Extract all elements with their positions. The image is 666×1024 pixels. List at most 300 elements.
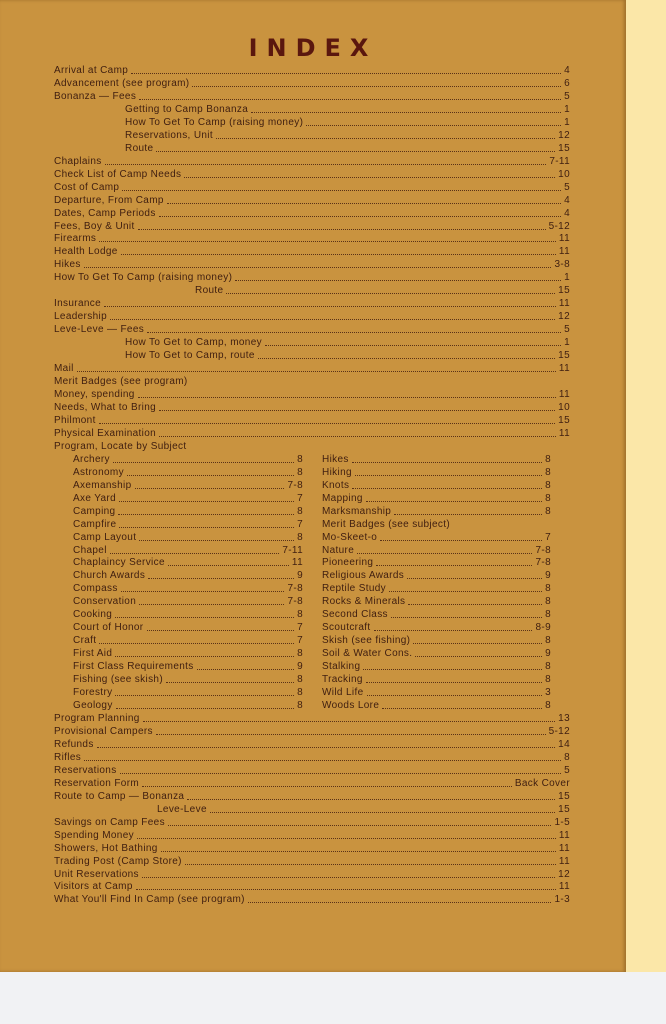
dot-leader bbox=[147, 629, 295, 631]
dot-leader bbox=[415, 655, 542, 657]
entry-page-number: 6 bbox=[564, 77, 570, 89]
entry-label: Fees, Boy & Unit bbox=[54, 220, 135, 232]
entry-label: Savings on Camp Fees bbox=[54, 816, 165, 828]
entry-label: How To Get to Camp, route bbox=[125, 350, 255, 362]
entry-page-number: 1-3 bbox=[554, 894, 570, 906]
dot-leader bbox=[382, 707, 542, 709]
program-subject-right bbox=[322, 608, 551, 621]
entry-label: Astronomy bbox=[73, 466, 124, 478]
entry-label: Visitors at Camp bbox=[54, 881, 133, 893]
entry-label: Route bbox=[125, 142, 154, 154]
program-subject-left bbox=[73, 505, 303, 518]
index-entry bbox=[54, 258, 570, 271]
entry-label: Leve-Leve — Fees bbox=[54, 324, 145, 336]
entry-label: Chaplains bbox=[54, 155, 102, 167]
program-subject-left bbox=[73, 556, 303, 569]
index-entry bbox=[54, 829, 570, 842]
adjacent-page-edge bbox=[626, 0, 666, 972]
dot-leader bbox=[367, 694, 543, 696]
dot-leader bbox=[366, 500, 542, 502]
entry-label: Camping bbox=[73, 505, 116, 517]
dot-leader bbox=[394, 513, 542, 515]
entry-page-number: 8 bbox=[297, 687, 303, 699]
entry-page-number: 7 bbox=[297, 622, 303, 634]
dot-leader bbox=[121, 590, 285, 592]
index-entry bbox=[125, 129, 570, 142]
entry-label: Route to Camp — Bonanza bbox=[54, 790, 185, 802]
dot-leader bbox=[166, 681, 294, 683]
dot-leader bbox=[110, 318, 555, 320]
entry-page-number: 5 bbox=[564, 181, 570, 193]
entry-label: Provisional Campers bbox=[54, 725, 153, 737]
dot-leader bbox=[104, 305, 556, 307]
program-subject-left bbox=[73, 621, 303, 634]
entry-page-number: 1 bbox=[564, 116, 570, 128]
dot-leader bbox=[161, 850, 556, 852]
program-subject-right bbox=[322, 453, 551, 466]
index-entry bbox=[54, 738, 570, 751]
program-subject-left bbox=[73, 492, 303, 505]
program-subject-right bbox=[322, 673, 551, 686]
entry-page-number: 8 bbox=[545, 492, 551, 504]
entry-label: Wild Life bbox=[322, 687, 364, 699]
index-entry bbox=[54, 155, 570, 168]
entry-page-number: 15 bbox=[558, 350, 570, 362]
entry-page-number: 4 bbox=[564, 194, 570, 206]
entry-label: Fishing (see skish) bbox=[73, 674, 164, 686]
entry-label: Unit Reservations bbox=[54, 868, 139, 880]
index-entry bbox=[54, 388, 570, 401]
program-subject-left bbox=[73, 479, 303, 492]
dot-leader bbox=[355, 474, 542, 476]
dot-leader bbox=[138, 228, 546, 230]
entry-page-number: 11 bbox=[558, 298, 570, 310]
entry-label: Check List of Camp Needs bbox=[54, 168, 182, 180]
program-subject-left bbox=[73, 569, 303, 582]
dot-leader bbox=[413, 642, 542, 644]
dot-leader bbox=[265, 344, 561, 346]
entry-page-number: 12 bbox=[558, 868, 570, 880]
dot-leader bbox=[168, 564, 289, 566]
dot-leader bbox=[139, 539, 294, 541]
program-subject-right bbox=[322, 699, 551, 712]
entry-label: Needs, What to Bring bbox=[54, 401, 157, 413]
dot-leader bbox=[226, 292, 555, 294]
index-entry bbox=[54, 90, 570, 103]
dot-leader bbox=[167, 202, 561, 204]
entry-page-number: 8 bbox=[545, 635, 551, 647]
program-subject-right bbox=[322, 505, 551, 518]
dot-leader bbox=[258, 357, 555, 359]
entry-page-number: 3 bbox=[545, 687, 551, 699]
entry-page-number: 11 bbox=[558, 389, 570, 400]
dot-leader bbox=[366, 681, 542, 683]
index-entry bbox=[54, 232, 570, 245]
program-subject-right bbox=[322, 518, 551, 531]
program-subject-left bbox=[73, 531, 303, 544]
index-entry bbox=[195, 284, 570, 297]
entry-label: Reptile Study bbox=[322, 583, 387, 595]
entry-page-number: 8 bbox=[297, 453, 303, 465]
entry-label: Merit Badges (see program) bbox=[54, 376, 188, 388]
entry-page-number: 4 bbox=[564, 207, 570, 219]
program-subject-right bbox=[322, 660, 551, 673]
entry-label: Money, spending bbox=[54, 389, 135, 400]
dot-leader bbox=[148, 577, 294, 579]
entry-label: Skish (see fishing) bbox=[322, 635, 411, 647]
program-subject-right bbox=[322, 595, 551, 608]
entry-page-number: 8 bbox=[297, 674, 303, 686]
entry-label: Cooking bbox=[73, 609, 113, 621]
program-subject-left bbox=[73, 453, 303, 466]
program-subject-left bbox=[73, 608, 303, 621]
dot-leader bbox=[142, 876, 555, 878]
dot-leader bbox=[374, 629, 533, 631]
entry-page-number: 1 bbox=[564, 272, 570, 284]
entry-label: Dates, Camp Periods bbox=[54, 207, 156, 219]
entry-page-number: 11 bbox=[558, 881, 570, 893]
dot-leader bbox=[127, 474, 294, 476]
entry-page-number: 8 bbox=[545, 661, 551, 673]
entry-page-number: 13 bbox=[558, 713, 570, 724]
entry-page-number: 8 bbox=[297, 609, 303, 621]
entry-page-number: 7 bbox=[297, 518, 303, 530]
dot-leader bbox=[110, 552, 280, 554]
dot-leader bbox=[216, 137, 555, 139]
entry-label: Axemanship bbox=[73, 479, 132, 491]
dot-leader bbox=[159, 409, 555, 411]
program-subject-right bbox=[322, 556, 551, 569]
program-subject-right bbox=[322, 621, 551, 634]
entry-page-number: 8 bbox=[297, 531, 303, 543]
dot-leader bbox=[159, 215, 561, 217]
index-entry bbox=[54, 880, 570, 893]
dot-leader bbox=[352, 461, 542, 463]
dot-leader bbox=[121, 253, 556, 255]
entry-page-number: 11 bbox=[558, 829, 570, 841]
entry-page-number: 8 bbox=[545, 479, 551, 491]
index-entry bbox=[54, 168, 570, 181]
dot-leader bbox=[142, 785, 512, 787]
entry-page-number: 8 bbox=[545, 583, 551, 595]
entry-page-number: 4 bbox=[564, 65, 570, 76]
entry-label: Campfire bbox=[73, 518, 117, 530]
index-entry bbox=[54, 868, 570, 881]
dot-leader bbox=[137, 837, 556, 839]
entry-label: Trading Post (Camp Store) bbox=[54, 855, 182, 867]
index-entry bbox=[54, 194, 570, 207]
entry-page-number: 8 bbox=[297, 505, 303, 517]
dot-leader bbox=[210, 811, 555, 813]
entry-label: Reservation Form bbox=[54, 777, 140, 789]
entry-label: Marksmanship bbox=[322, 505, 392, 517]
entry-page-number: 8 bbox=[297, 700, 303, 712]
entry-label: Pioneering bbox=[322, 557, 374, 569]
index-entry bbox=[54, 725, 570, 738]
entry-label: Merit Badges (see subject) bbox=[322, 518, 451, 530]
index-entry bbox=[54, 362, 570, 375]
entry-label: Hikes bbox=[322, 453, 349, 465]
dot-leader bbox=[156, 733, 546, 735]
dot-leader bbox=[138, 396, 556, 398]
index-entry bbox=[54, 207, 570, 220]
entry-page-number: 9 bbox=[297, 661, 303, 673]
index-entry bbox=[125, 116, 570, 129]
dot-leader bbox=[248, 901, 552, 903]
index-entry bbox=[54, 375, 570, 388]
program-subject-left bbox=[73, 544, 303, 557]
dot-leader bbox=[187, 798, 555, 800]
entry-label: Leve-Leve bbox=[157, 803, 207, 815]
entry-page-number: 8 bbox=[545, 700, 551, 712]
dot-leader bbox=[84, 759, 561, 761]
entry-label: First Aid bbox=[73, 648, 113, 660]
index-entry bbox=[157, 803, 570, 816]
entry-page-number: 3-8 bbox=[554, 259, 570, 271]
entry-label: Departure, From Camp bbox=[54, 194, 164, 206]
entry-label: Mail bbox=[54, 363, 74, 375]
index-entry bbox=[54, 816, 570, 829]
dot-leader bbox=[352, 487, 542, 489]
program-subject-right bbox=[322, 569, 551, 582]
program-subject-left bbox=[73, 466, 303, 479]
index-entry bbox=[125, 349, 570, 362]
entry-page-number: 5 bbox=[564, 764, 570, 776]
entry-label: Advancement (see program) bbox=[54, 77, 190, 89]
entry-page-number: 5-12 bbox=[548, 220, 570, 232]
entry-page-number: 11 bbox=[291, 557, 303, 569]
entry-page-number: 15 bbox=[558, 414, 570, 426]
entry-page-number: 11 bbox=[558, 246, 570, 258]
entry-page-number: Back Cover bbox=[514, 777, 570, 789]
entry-label: Reservations, Unit bbox=[125, 129, 213, 141]
program-subject-right bbox=[322, 466, 551, 479]
entry-label: Health Lodge bbox=[54, 246, 118, 258]
dot-leader bbox=[119, 500, 294, 502]
entry-page-number: 7 bbox=[297, 492, 303, 504]
entry-page-number: 11 bbox=[558, 233, 570, 245]
entry-page-number: 1-5 bbox=[554, 816, 570, 828]
program-subject-left bbox=[73, 518, 303, 531]
program-subject-right bbox=[322, 544, 551, 557]
entry-page-number: 5 bbox=[564, 90, 570, 102]
entry-label: Rocks & Minerals bbox=[322, 596, 406, 608]
entry-page-number: 8 bbox=[545, 609, 551, 621]
dot-leader bbox=[147, 331, 561, 333]
entry-label: Archery bbox=[73, 453, 110, 465]
entry-page-number: 10 bbox=[558, 168, 570, 180]
index-entry bbox=[125, 336, 570, 349]
dot-leader bbox=[143, 720, 556, 722]
dot-leader bbox=[391, 616, 542, 618]
dot-leader bbox=[408, 603, 542, 605]
entry-label: Court of Honor bbox=[73, 622, 144, 634]
entry-page-number: 15 bbox=[558, 803, 570, 815]
dot-leader bbox=[156, 150, 555, 152]
dot-leader bbox=[77, 370, 556, 372]
entry-label: How To Get to Camp, money bbox=[125, 337, 262, 349]
index-entry bbox=[54, 310, 570, 323]
entry-label: Craft bbox=[73, 635, 97, 647]
program-subject-left bbox=[73, 699, 303, 712]
index-entry bbox=[54, 323, 570, 336]
index-entry bbox=[54, 764, 570, 777]
index-entry bbox=[54, 427, 570, 440]
index-entry bbox=[54, 893, 570, 906]
program-subject-right bbox=[322, 582, 551, 595]
index-entry bbox=[54, 271, 570, 284]
entry-label: Getting to Camp Bonanza bbox=[125, 103, 249, 115]
dot-leader bbox=[380, 539, 542, 541]
entry-page-number: 7-8 bbox=[535, 557, 551, 569]
entry-label: Leadership bbox=[54, 311, 107, 323]
dot-leader bbox=[119, 526, 294, 528]
index-entry bbox=[125, 103, 570, 116]
entry-label: Program, Locate by Subject bbox=[54, 440, 187, 452]
entry-page-number: 15 bbox=[558, 142, 570, 154]
dot-leader bbox=[139, 98, 561, 100]
dot-leader bbox=[168, 824, 552, 826]
entry-page-number: 11 bbox=[558, 363, 570, 375]
program-subject-left bbox=[73, 673, 303, 686]
index-entry bbox=[54, 414, 570, 427]
index-entry bbox=[125, 142, 570, 155]
entry-page-number: 11 bbox=[558, 427, 570, 439]
entry-label: Axe Yard bbox=[73, 492, 117, 504]
entry-label: Philmont bbox=[54, 414, 96, 426]
dot-leader bbox=[185, 863, 556, 865]
dot-leader bbox=[135, 487, 285, 489]
entry-label: Spending Money bbox=[54, 829, 134, 841]
dot-leader bbox=[197, 668, 294, 670]
entry-page-number: 7 bbox=[297, 635, 303, 647]
entry-page-number: 12 bbox=[558, 311, 570, 323]
entry-label: Soil & Water Cons. bbox=[322, 648, 413, 660]
entry-label: Geology bbox=[73, 700, 113, 712]
entry-page-number: 7-8 bbox=[287, 596, 303, 608]
entry-page-number: 8 bbox=[564, 751, 570, 763]
entry-page-number: 7 bbox=[545, 531, 551, 543]
dot-leader bbox=[116, 707, 294, 709]
index-entry bbox=[54, 777, 570, 790]
dot-leader bbox=[113, 461, 294, 463]
entry-page-number: 11 bbox=[558, 855, 570, 867]
entry-page-number: 14 bbox=[558, 738, 570, 750]
dot-leader bbox=[184, 176, 555, 178]
entry-label: Hiking bbox=[322, 466, 352, 478]
entry-page-number: 8 bbox=[545, 505, 551, 517]
dot-leader bbox=[118, 513, 294, 515]
entry-label: Second Class bbox=[322, 609, 388, 621]
program-subject-right bbox=[322, 686, 551, 699]
entry-label: Hikes bbox=[54, 259, 81, 271]
dot-leader bbox=[99, 642, 294, 644]
program-subject-right bbox=[322, 634, 551, 647]
dot-leader bbox=[389, 590, 542, 592]
entry-label: Refunds bbox=[54, 738, 94, 750]
entry-label: Tracking bbox=[322, 674, 363, 686]
entry-label: What You'll Find In Camp (see program) bbox=[54, 894, 245, 906]
entry-page-number: 8 bbox=[545, 596, 551, 608]
entry-label: Cost of Camp bbox=[54, 181, 120, 193]
entry-label: How To Get To Camp (raising money) bbox=[54, 272, 233, 284]
dot-leader bbox=[97, 746, 555, 748]
dot-leader bbox=[131, 72, 561, 74]
entry-label: Chaplaincy Service bbox=[73, 557, 165, 569]
index-entry bbox=[54, 712, 570, 725]
entry-page-number: 8 bbox=[297, 648, 303, 660]
entry-label: Mo-Skeet-o bbox=[322, 531, 378, 543]
entry-page-number: 1 bbox=[564, 103, 570, 115]
dot-leader bbox=[115, 616, 294, 618]
program-subject-left bbox=[73, 686, 303, 699]
entry-page-number: 7-11 bbox=[282, 544, 303, 556]
dot-leader bbox=[235, 279, 561, 281]
entry-label: Insurance bbox=[54, 298, 102, 310]
entry-page-number: 12 bbox=[558, 129, 570, 141]
dot-leader bbox=[376, 564, 532, 566]
entry-label: How To Get To Camp (raising money) bbox=[125, 116, 304, 128]
entry-page-number: 15 bbox=[558, 790, 570, 802]
entry-page-number: 8 bbox=[545, 466, 551, 478]
program-subject-left bbox=[73, 595, 303, 608]
index-entry bbox=[54, 790, 570, 803]
entry-label: First Class Requirements bbox=[73, 661, 194, 673]
program-subject-left bbox=[73, 634, 303, 647]
index-entry bbox=[54, 181, 570, 194]
dot-leader bbox=[136, 888, 556, 890]
entry-label: Nature bbox=[322, 544, 355, 556]
entry-label: Church Awards bbox=[73, 570, 146, 582]
program-subject-right bbox=[322, 479, 551, 492]
entry-label: Scoutcraft bbox=[322, 622, 371, 634]
index-entry bbox=[54, 245, 570, 258]
dot-leader bbox=[99, 240, 556, 242]
program-subject-right bbox=[322, 492, 551, 505]
entry-label: Bonanza — Fees bbox=[54, 90, 137, 102]
entry-page-number: 8 bbox=[545, 453, 551, 465]
entry-page-number: 7-8 bbox=[287, 583, 303, 595]
entry-page-number: 9 bbox=[297, 570, 303, 582]
dot-leader bbox=[115, 694, 294, 696]
entry-label: Camp Layout bbox=[73, 531, 137, 543]
entry-page-number: 7-8 bbox=[535, 544, 551, 556]
entry-page-number: 9 bbox=[545, 648, 551, 660]
program-subject-left bbox=[73, 582, 303, 595]
entry-label: Route bbox=[195, 285, 224, 297]
entry-label: Showers, Hot Bathing bbox=[54, 842, 158, 854]
entry-label: Woods Lore bbox=[322, 700, 380, 712]
entry-label: Reservations bbox=[54, 764, 117, 776]
entry-page-number: 7-8 bbox=[287, 479, 303, 491]
entry-label: Mapping bbox=[322, 492, 363, 504]
index-entry bbox=[54, 401, 570, 414]
entry-label: Knots bbox=[322, 479, 350, 491]
program-subject-left bbox=[73, 660, 303, 673]
dot-leader bbox=[407, 577, 542, 579]
index-entry bbox=[54, 77, 570, 90]
entry-page-number: 8 bbox=[545, 674, 551, 686]
index-entry bbox=[54, 751, 570, 764]
entry-page-number: 11 bbox=[558, 842, 570, 854]
entry-page-number: 7-11 bbox=[549, 155, 570, 167]
entry-label: Firearms bbox=[54, 233, 97, 245]
index-entry bbox=[54, 220, 570, 233]
page-title: INDEX bbox=[248, 34, 378, 62]
dot-leader bbox=[192, 85, 561, 87]
entry-page-number: 10 bbox=[558, 401, 570, 413]
entry-label: Chapel bbox=[73, 544, 107, 556]
